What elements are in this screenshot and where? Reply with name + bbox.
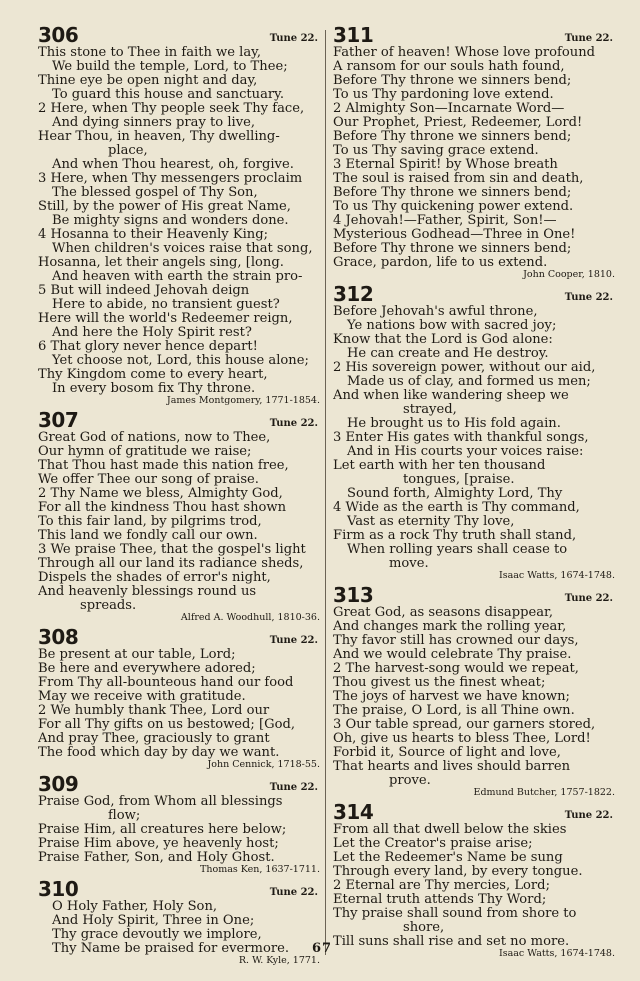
hymn — [38, 407, 324, 624]
verse-line: The soul is raised from sin and death, — [333, 172, 584, 186]
verse-line: Father of heaven! Whose love profound — [333, 46, 596, 60]
verse-line: And we would celebrate Thy praise. — [333, 648, 572, 662]
hymn — [38, 624, 324, 771]
verse-line: place, — [108, 144, 148, 158]
verse-line: To us Thy pardoning love extend. — [333, 88, 554, 102]
tune-label: Tune 22. — [269, 635, 318, 646]
verse-line: He can create and He destroy. — [347, 347, 549, 361]
verse-line: Before Thy throne we sinners bend; — [333, 130, 572, 144]
hymn-header — [333, 22, 619, 46]
hymn-header — [38, 876, 324, 900]
verse-line: 3 Eternal Spirit! by Whose breath — [333, 158, 558, 172]
verse-line: Praise Father, Son, and Holy Ghost. — [38, 851, 275, 865]
verse-line: A ransom for our souls hath found, — [333, 60, 565, 74]
tune-label: Tune 22. — [564, 292, 613, 303]
verse-line: Be mighty signs and wonders done. — [52, 214, 289, 228]
verse-line: 2 We humbly thank Thee, Lord our — [38, 704, 270, 718]
verse-line: Before Jehovah's awful throne, — [333, 305, 538, 319]
verse-line: In every bosom fix Thy throne. — [52, 382, 256, 396]
verse-line: For all Thy gifts on us bestowed; [God, — [38, 718, 295, 732]
author-attribution: John Cennick, 1718-55. — [207, 759, 320, 770]
verse-line: Eternal truth attends Thy Word; — [333, 893, 547, 907]
author-attribution: Edmund Butcher, 1757-1822. — [473, 787, 615, 798]
author-attribution: R. W. Kyle, 1771. — [238, 955, 320, 966]
verse-line: Let the Redeemer's Name be sung — [333, 851, 563, 865]
tune-label: Tune 22. — [564, 593, 613, 604]
verse-line: Our hymn of gratitude we raise; — [38, 445, 252, 459]
hymn-number: 314 — [333, 800, 374, 824]
verse-line: To us Thy saving grace extend. — [333, 144, 539, 158]
verse-line: And heavenly blessings round us — [38, 585, 257, 599]
verse-line: Let earth with her ten thousand — [333, 459, 546, 473]
verse-line: Grace, pardon, life to us extend. — [333, 256, 548, 270]
hymn — [333, 582, 619, 799]
verse-line: Be here and everywhere adored; — [38, 662, 256, 676]
verse-line: Forbid it, Source of light and love, — [333, 746, 561, 760]
verse-line: Great God of nations, now to Thee, — [38, 431, 271, 445]
verse-line: Great God, as seasons disappear, — [333, 606, 554, 620]
verse-line: To guard this house and sanctuary. — [52, 88, 284, 102]
hymn — [38, 771, 324, 876]
verse-line: Made us of clay, and formed us men; — [347, 375, 591, 389]
verse-line: Thy praise shall sound from shore to — [333, 907, 577, 921]
hymn — [38, 876, 324, 967]
tune-label: Tune 22. — [564, 33, 613, 44]
verse-line: Through every land, by every tongue. — [333, 865, 583, 879]
page-number: 67 — [312, 941, 333, 956]
verse-line: Know that the Lord is God alone: — [333, 333, 553, 347]
verse-line: 3 Our table spread, our garners stored, — [333, 718, 596, 732]
verse-line: And in His courts your voices raise: — [347, 445, 584, 459]
verse-line: When children's voices raise that song, — [52, 242, 313, 256]
verse-line: Dispels the shades of error's night, — [38, 571, 271, 585]
author-attribution: John Cooper, 1810. — [523, 269, 615, 280]
hymn-number: 310 — [38, 877, 79, 901]
verse-line: Before Thy throne we sinners bend; — [333, 186, 572, 200]
verse-line: O Holy Father, Holy Son, — [52, 900, 218, 914]
hymn-header — [38, 22, 324, 46]
verse-line: Hosanna, let their angels sing, [long. — [38, 256, 284, 270]
verse-line: We offer Thee our song of praise. — [38, 473, 259, 487]
verse-line: And when Thou hearest, oh, forgive. — [52, 158, 294, 172]
verse-line: Oh, give us hearts to bless Thee, Lord! — [333, 732, 591, 746]
verse-line: 2 Almighty Son—Incarnate Word— — [333, 102, 565, 116]
verse-line: From all that dwell below the skies — [333, 823, 567, 837]
verse-line: Vast as eternity Thy love, — [347, 515, 515, 529]
verse-line: And Holy Spirit, Three in One; — [52, 914, 255, 928]
hymn-number: 313 — [333, 583, 374, 607]
hymn-number: 309 — [38, 772, 79, 796]
verse-line: This stone to Thee in faith we lay, — [38, 46, 261, 60]
hymn-header — [38, 624, 324, 648]
verse-line: And heaven with earth the strain pro- — [52, 270, 303, 284]
verse-line: Praise Him above, ye heavenly host; — [38, 837, 279, 851]
verse-line: Be present at our table, Lord; — [38, 648, 236, 662]
verse-line: Yet choose not, Lord, this house alone; — [52, 354, 309, 368]
verse-line: 5 But will indeed Jehovah deign — [38, 284, 250, 298]
right-column — [333, 22, 619, 960]
verse-line: This land we fondly call our own. — [38, 529, 258, 543]
verse-line: The blessed gospel of Thy Son, — [52, 186, 258, 200]
verse-line: Thy grace devoutly we implore, — [52, 928, 262, 942]
verse-line: 3 Enter His gates with thankful songs, — [333, 431, 589, 445]
verse-line: And when like wandering sheep we — [333, 389, 569, 403]
verse-line: 4 Wide as the earth is Thy command, — [333, 501, 580, 515]
verse-line: Praise Him, all creatures here below; — [38, 823, 287, 837]
verse-line: 2 Eternal are Thy mercies, Lord; — [333, 879, 550, 893]
verse-line: Let the Creator's praise arise; — [333, 837, 533, 851]
verse-line: Hear Thou, in heaven, Thy dwelling- — [38, 130, 280, 144]
verse-line: 2 His sovereign power, without our aid, — [333, 361, 596, 375]
verse-line: 3 We praise Thee, that the gospel's light — [38, 543, 306, 557]
verse-line: The praise, O Lord, is all Thine own. — [333, 704, 575, 718]
tune-label: Tune 22. — [564, 810, 613, 821]
verse-line: Thy favor still has crowned our days, — [333, 634, 579, 648]
verse-line: Thy Name be praised for evermore. — [52, 942, 290, 956]
verse-line: The joys of harvest we have known; — [333, 690, 570, 704]
verse-line: move. — [389, 557, 429, 571]
tune-label: Tune 22. — [269, 33, 318, 44]
verse-line: Before Thy throne we sinners bend; — [333, 74, 572, 88]
verse-line: To this fair land, by pilgrims trod, — [38, 515, 262, 529]
author-attribution: Alfred A. Woodhull, 1810-36. — [180, 612, 320, 623]
hymn-header — [38, 407, 324, 431]
verse-line: That Thou hast made this nation free, — [38, 459, 289, 473]
hymn-number: 312 — [333, 282, 374, 306]
author-attribution: James Montgomery, 1771-1854. — [166, 395, 320, 406]
verse-line: Before Thy throne we sinners bend; — [333, 242, 572, 256]
author-attribution: Isaac Watts, 1674-1748. — [498, 570, 615, 581]
hymn-header — [333, 582, 619, 606]
verse-line: Sound forth, Almighty Lord, Thy — [347, 487, 563, 501]
verse-line: Thy Kingdom come to every heart, — [38, 368, 268, 382]
verse-line: Till suns shall rise and set no more. — [333, 935, 570, 949]
verse-line: He brought us to His fold again. — [347, 417, 561, 431]
hymn — [333, 22, 619, 281]
verse-line: To us Thy quickening power extend. — [333, 200, 574, 214]
verse-line: 4 Jehovah!—Father, Spirit, Son!— — [333, 214, 557, 228]
verse-line: flow; — [108, 809, 141, 823]
verse-line: shore, — [403, 921, 445, 935]
author-attribution: Isaac Watts, 1674-1748. — [498, 948, 615, 959]
verse-line: For all the kindness Thou hast shown — [38, 501, 287, 515]
verse-line: Mysterious Godhead—Three in One! — [333, 228, 576, 242]
column-divider — [325, 30, 326, 955]
hymn-header — [38, 771, 324, 795]
hymn-header — [333, 799, 619, 823]
verse-line: 6 That glory never hence depart! — [38, 340, 258, 354]
verse-line: Firm as a rock Thy truth shall stand, — [333, 529, 577, 543]
hymn-number: 306 — [38, 23, 79, 47]
author-attribution: Thomas Ken, 1637-1711. — [200, 864, 320, 875]
tune-label: Tune 22. — [269, 418, 318, 429]
verse-line: Ye nations bow with sacred joy; — [347, 319, 557, 333]
verse-line: Praise God, from Whom all blessings — [38, 795, 283, 809]
verse-line: Thine eye be open night and day, — [38, 74, 258, 88]
verse-line: 4 Hosanna to their Heavenly King; — [38, 228, 269, 242]
left-column — [38, 22, 324, 967]
verse-line: That hearts and lives should barren — [333, 760, 571, 774]
verse-line: strayed, — [403, 403, 457, 417]
verse-line: And here the Holy Spirit rest? — [52, 326, 252, 340]
tune-label: Tune 22. — [269, 782, 318, 793]
verse-line: 2 The harvest-song would we repeat, — [333, 662, 579, 676]
verse-line: Still, by the power of His great Name, — [38, 200, 291, 214]
verse-line: Through all our land its radiance sheds, — [38, 557, 304, 571]
hymn — [38, 22, 324, 407]
hymn-number: 308 — [38, 625, 79, 649]
verse-line: spreads. — [80, 599, 137, 613]
verse-line: The food which day by day we want. — [38, 746, 280, 760]
verse-line: From Thy all-bounteous hand our food — [38, 676, 294, 690]
verse-line: When rolling years shall cease to — [347, 543, 568, 557]
verse-line: 3 Here, when Thy messengers proclaim — [38, 172, 303, 186]
hymn — [333, 281, 619, 582]
verse-line: May we receive with gratitude. — [38, 690, 246, 704]
verse-line: And dying sinners pray to live, — [52, 116, 256, 130]
verse-line: Thou givest us the finest wheat; — [333, 676, 546, 690]
verse-line: prove. — [389, 774, 431, 788]
verse-line: Our Prophet, Priest, Redeemer, Lord! — [333, 116, 583, 130]
tune-label: Tune 22. — [269, 887, 318, 898]
hymn-header — [333, 281, 619, 305]
verse-line: Here to abide, no transient guest? — [52, 298, 280, 312]
verse-line: And changes mark the rolling year, — [333, 620, 567, 634]
verse-line: And pray Thee, graciously to grant — [38, 732, 270, 746]
verse-line: 2 Thy Name we bless, Almighty God, — [38, 487, 283, 501]
verse-line: Here will the world's Redeemer reign, — [38, 312, 293, 326]
verse-line: 2 Here, when Thy people seek Thy face, — [38, 102, 305, 116]
hymn — [333, 799, 619, 960]
hymn-number: 307 — [38, 408, 79, 432]
verse-line: We build the temple, Lord, to Thee; — [52, 60, 288, 74]
verse-line: tongues, [praise. — [403, 473, 515, 487]
hymn-number: 311 — [333, 23, 374, 47]
